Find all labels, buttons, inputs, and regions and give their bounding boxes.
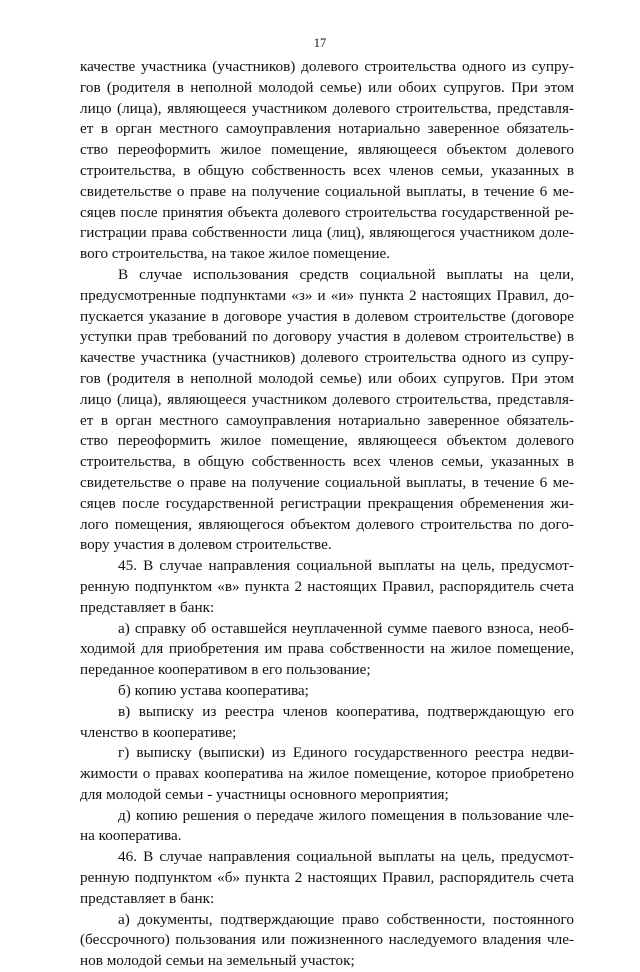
paragraph <box>80 806 574 848</box>
text-line: свидетельстве о праве на получение социальной выплаты, в течение 6 ме- <box>80 182 574 200</box>
text-line: качестве участника (участников) долевого строительства одного из супру- <box>80 58 574 75</box>
text-line: свидетельстве о праве на получение социальной выплаты, в течение 6 ме- <box>80 473 574 491</box>
text-line: жимости о правах кооператива на жилое помещение, которое приобретено <box>80 765 574 783</box>
text-line: ство переоформить жилое помещение, являющееся объектом долевого <box>80 141 574 159</box>
paragraph <box>80 556 574 618</box>
text-line: представляет в банк: <box>80 598 215 616</box>
text-line: (бессрочного) пользования или пожизненного наследуемого владения чле- <box>80 931 574 949</box>
paragraph <box>80 57 574 265</box>
text-line: сяцев после принятия объекта долевого строительства государственной ре- <box>80 203 574 221</box>
paragraph <box>80 619 574 681</box>
text-line: гов (родителя в неполной молодой семье) или обоих супругов. При этом <box>80 369 574 387</box>
text-line: в) выписку из реестра членов кооператива, подтверждающую его <box>118 702 574 720</box>
text-line: строительства, в общую собственность всех членов семьи, указанных в <box>80 161 574 179</box>
text-line: пускается указание в договоре участия в долевом строительстве (договоре <box>80 307 574 325</box>
text-line: б) копию устава кооператива; <box>118 681 309 699</box>
text-line: 45. В случае направления социальной выплаты на цель, предусмот- <box>118 557 574 575</box>
text-line: ет в орган местного самоуправления нотариально заверенное обязатель- <box>80 411 574 429</box>
text-line: нов молодой семьи на земельный участок; <box>80 952 355 970</box>
text-line: лицо (лица), являющееся участником долевого строительства, представля- <box>80 99 574 117</box>
text-line: вого строительства, на такое жилое помещение. <box>80 245 391 263</box>
text-line: лого помещения, являющегося объектом долевого строительства по дого- <box>80 515 574 533</box>
text-line: вору участия в долевом строительстве. <box>80 536 332 554</box>
page-number: 17 <box>313 36 327 50</box>
text-line: а) документы, подтверждающие право собственности, постоянного <box>118 910 574 928</box>
text-line: для молодой семьи - участницы основного мероприятия; <box>80 785 449 803</box>
paragraph <box>80 265 574 556</box>
text-line: г) выписку (выписки) из Единого государственного реестра недви- <box>118 744 574 762</box>
text-line: представляет в банк: <box>80 889 215 907</box>
paragraph <box>80 847 574 909</box>
text-line: ходимой для приобретения им права собственности на жилое помещение, <box>80 640 574 658</box>
text-line: ет в орган местного самоуправления нотариально заверенное обязатель- <box>80 120 574 138</box>
paragraph <box>80 743 574 805</box>
text-line: качестве участника (участников) долевого строительства одного из супру- <box>80 349 574 367</box>
text-line: лицо (лица), являющееся участником долевого строительства, представля- <box>80 390 574 408</box>
document-body <box>80 57 574 972</box>
text-line: ренную подпунктом «в» пункта 2 настоящих Правил, распорядитель счета <box>80 577 574 595</box>
text-line: переданное кооперативом в его пользование; <box>80 661 371 679</box>
text-line: а) справку об оставшейся неуплаченной сумме паевого взноса, необ- <box>118 619 574 637</box>
text-line: гов (родителя в неполной молодой семье) или обоих супругов. При этом <box>80 78 574 96</box>
text-line: предусмотренные подпунктами «з» и «и» пункта 2 настоящих Правил, до- <box>80 286 574 304</box>
text-line: строительства, в общую собственность всех членов семьи, указанных в <box>80 453 574 471</box>
text-line: на кооператива. <box>80 827 182 845</box>
text-line: ренную подпунктом «б» пункта 2 настоящих Правил, распорядитель счета <box>80 869 574 887</box>
text-line: членство в кооперативе; <box>80 723 237 741</box>
text-line: В случае использования средств социальной выплаты на цели, <box>118 265 574 283</box>
paragraph <box>80 702 574 744</box>
text-line: 46. В случае направления социальной выплаты на цель, предусмот- <box>118 848 574 866</box>
text-line: гистрации права собственности лица (лиц), являющегося участником доле- <box>80 224 574 242</box>
paragraph <box>80 910 574 972</box>
text-line: д) копию решения о передаче жилого помещения в пользование чле- <box>118 806 574 824</box>
text-line: сяцев после государственной регистрации прекращения обременения жи- <box>80 494 574 512</box>
paragraph <box>80 681 574 702</box>
text-line: уступки прав требований по договору участия в долевом строительстве) в <box>80 328 574 346</box>
text-line: ство переоформить жилое помещение, являющееся объектом долевого <box>80 432 574 450</box>
